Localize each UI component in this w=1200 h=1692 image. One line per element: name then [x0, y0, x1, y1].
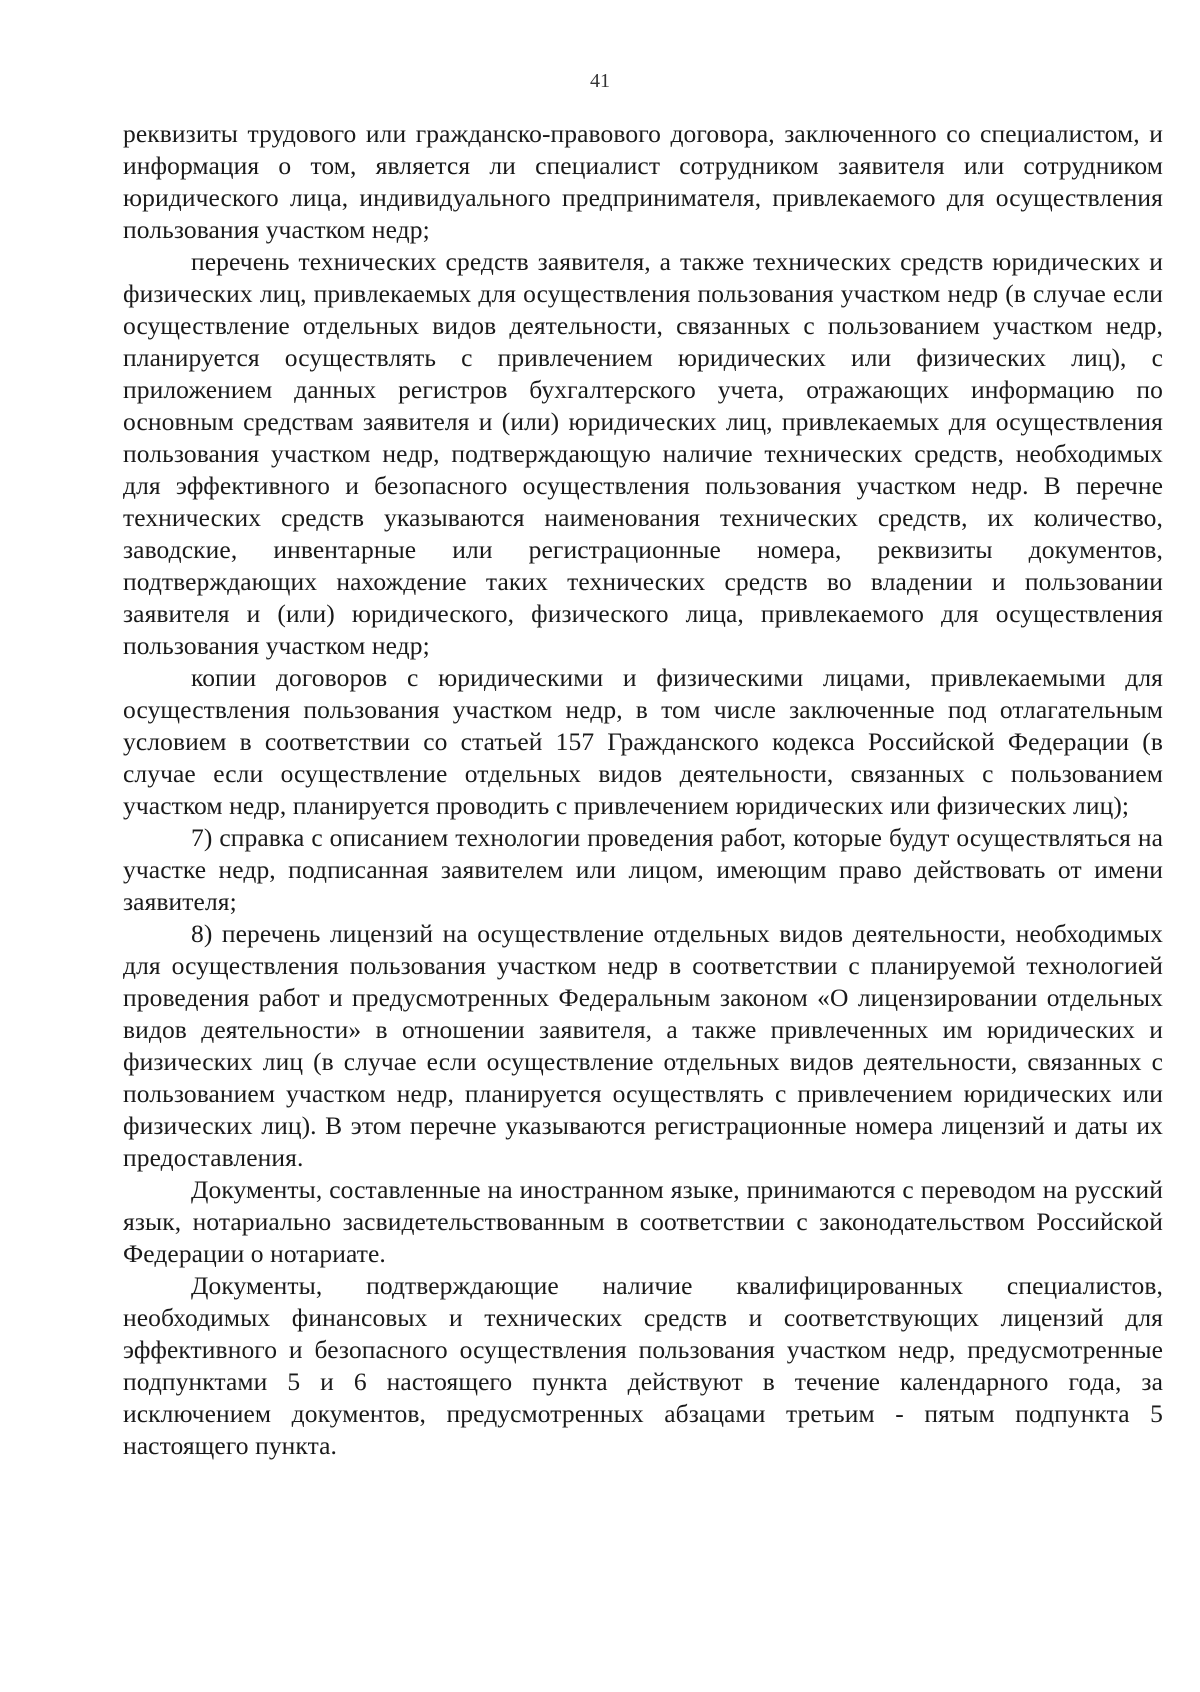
paragraph-technology-reference: 7) справка с описанием технологии проведения работ, которые будут осуществляться на участке недр, подписанная заявителем или лицом, имеющим право действовать от имени заявителя;	[123, 823, 1163, 916]
paragraph-license-list: 8) перечень лицензий на осуществление отдельных видов деятельности, необходимых для осуществления пользования участком недр в соответствии с планируемой технологией проведения работ и предусмотренных Федеральным законом «О лицензировании отдельных видов деятельности» в отношении заявителя, а также привлеченных им юридических и физических лиц (в случае если осуществление отдельных видов деятельности, связанных с пользованием участком недр, планируется осуществлять с привлечением юридических или физических лиц). В этом перечне указываются регистрационные номера лицензий и даты их предоставления.	[123, 919, 1163, 1172]
page-number: 41	[590, 70, 610, 92]
paragraph-specialist-contract: реквизиты трудового или гражданско-правового договора, заключенного со специалистом, и информация о том, является ли специалист сотрудником заявителя или сотрудником юридического лица, индивидуального предпринимателя, привлекаемого для осуществления пользования участком недр;	[123, 119, 1163, 244]
paragraph-document-validity: Документы, подтверждающие наличие квалифицированных специалистов, необходимых финансовых и технических средств и соответствующих лицензий для эффективного и безопасного осуществления пользования участком недр, предусмотренные подпунктами 5 и 6 настоящего пункта действуют в течение календарного года, за исключением документов, предусмотренных абзацами третьим - пятым подпункта 5 настоящего пункта.	[123, 1271, 1163, 1460]
paragraph-foreign-documents: Документы, составленные на иностранном языке, принимаются с переводом на русский язык, нотариально засвидетельствованным в соответствии с законодательством Российской Федерации о нотариате.	[123, 1175, 1163, 1268]
paragraph-contract-copies: копии договоров с юридическими и физическими лицами, привлекаемыми для осуществления пользования участком недр, в том числе заключенные под отлагательным условием в соответствии со статьей 157 Гражданского кодекса Российской Федерации (в случае если осуществление отдельных видов деятельности, связанных с пользованием участком недр, планируется проводить с привлечением юридических или физических лиц);	[123, 663, 1163, 820]
paragraph-technical-means: перечень технических средств заявителя, а также технических средств юридических и физических лиц, привлекаемых для осуществления пользования участком недр (в случае если осуществление отдельных видов деятельности, связанных с пользованием участком недр, планируется осуществлять с привлечением юридических или физических лиц), с приложением данных регистров бухгалтерского учета, отражающих информацию по основным средствам заявителя и (или) юридических лиц, привлекаемых для осуществления пользования участком недр, подтверждающую наличие технических средств, необходимых для эффективного и безопасного осуществления пользования участком недр. В перечне технических средств указываются наименования технических средств, их количество, заводские, инвентарные или регистрационные номера, реквизиты документов, подтверждающих нахождение таких технических средств во владении и пользовании заявителя и (или) юридического, физического лица, привлекаемого для осуществления пользования участком недр;	[123, 247, 1163, 660]
document-body	[123, 118, 1163, 1462]
